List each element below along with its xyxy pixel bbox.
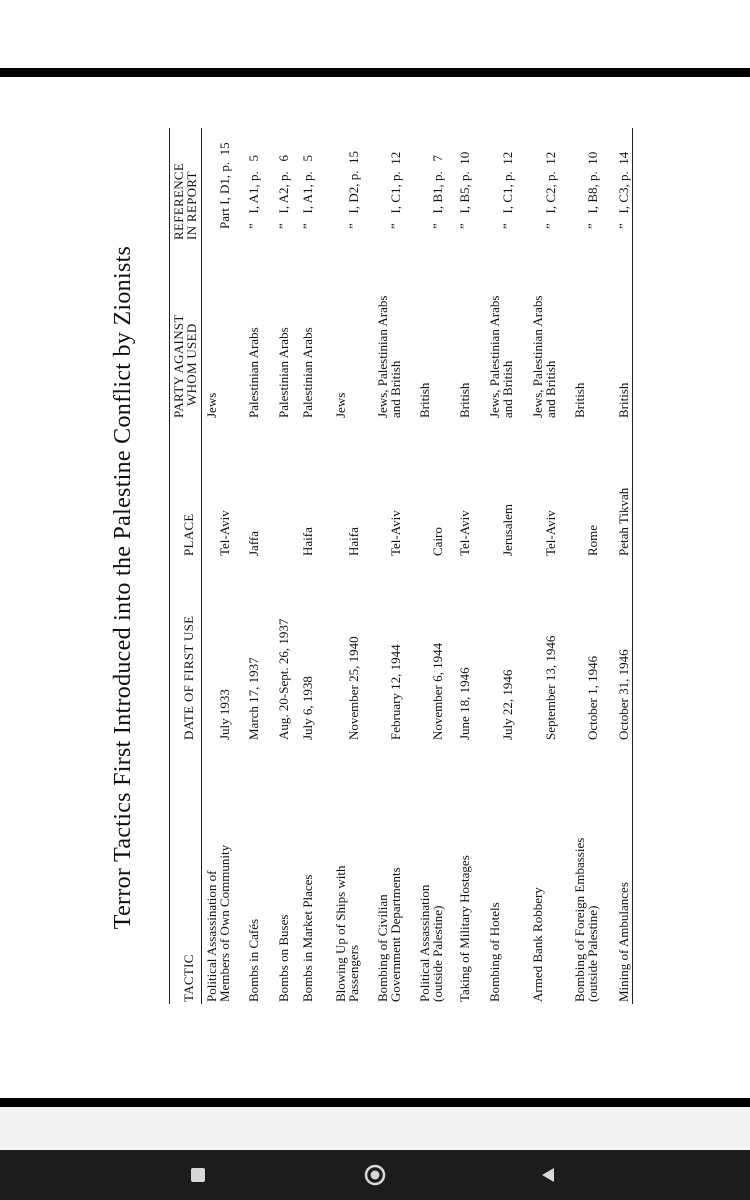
party-line: Jews, Palestinian Arabs — [375, 295, 390, 418]
place-cell: Tel-Aviv — [217, 510, 232, 556]
tactic-line: Passengers — [346, 944, 361, 1002]
reference-cell: Part I, D1, p. 15 — [217, 142, 232, 229]
party-line: and British — [500, 360, 515, 418]
header-tactic: TACTIC — [181, 954, 196, 1002]
party-cell — [376, 296, 403, 418]
bottom-black-bar — [0, 1098, 750, 1107]
reference-cell: ” I, B5, p. 10 — [457, 151, 472, 229]
tactic-line: Political Assassination of — [204, 870, 219, 1002]
document-page — [0, 77, 750, 1098]
reference-cell: ” I, C3, p. 14 — [616, 151, 631, 229]
back-button[interactable] — [503, 1150, 593, 1200]
party-line: Jews, Palestinian Arabs — [530, 295, 545, 418]
app-bottom-strip — [0, 1107, 750, 1150]
party-cell — [277, 327, 291, 418]
date-cell: March 17, 1937 — [246, 657, 261, 740]
reference-cell: ” I, A1, p. 5 — [300, 154, 315, 229]
party-cell — [617, 383, 631, 418]
party-cell — [247, 327, 261, 418]
tactic-line: Government Departments — [388, 867, 403, 1002]
party-cell — [301, 327, 315, 418]
date-cell: June 18, 1946 — [457, 667, 472, 740]
date-cell: October 31, 1946 — [616, 649, 631, 740]
header-party-line: PARTY AGAINST — [171, 314, 186, 418]
tactic-cell — [205, 845, 232, 1002]
party-line: British — [572, 382, 587, 418]
tactic-cell — [418, 885, 445, 1002]
party-cell — [334, 393, 348, 418]
tactic-line: (outside Palestine) — [585, 905, 600, 1002]
party-line: Jews — [333, 392, 348, 418]
tactic-line: Bombing of Civilian — [375, 894, 390, 1002]
party-line: and British — [543, 360, 558, 418]
circle-icon — [363, 1163, 387, 1187]
reference-cell: ” I, A1, p. 5 — [246, 154, 261, 229]
tactic-cell — [301, 875, 315, 1002]
tactic-line: Armed Bank Robbery — [530, 887, 545, 1002]
party-line: British — [417, 382, 432, 418]
party-line: Palestinian Arabs — [300, 327, 315, 418]
tactic-line: Bombing of Foreign Embassies — [572, 837, 587, 1002]
party-cell — [418, 383, 432, 418]
party-line: Jews — [204, 392, 219, 418]
tactic-line: Blowing Up of Ships with — [333, 865, 348, 1002]
reference-cell: ” I, B8, p. 10 — [585, 151, 600, 229]
tactic-line: (outside Palestine) — [430, 905, 445, 1002]
date-cell: July 1933 — [217, 689, 232, 740]
party-cell — [488, 296, 515, 418]
tactic-cell — [334, 865, 361, 1002]
reference-cell: ” I, D2, p. 15 — [346, 151, 361, 229]
reference-cell: ” I, B1, p. 7 — [430, 154, 445, 229]
date-cell: November 6, 1944 — [430, 642, 445, 740]
square-icon — [188, 1165, 208, 1185]
place-cell: Petah Tikvah — [616, 487, 631, 556]
date-cell: November 25, 1940 — [346, 636, 361, 740]
party-line: and British — [388, 360, 403, 418]
header-place: PLACE — [181, 513, 196, 556]
party-line: Jews, Palestinian Arabs — [487, 295, 502, 418]
place-cell: Tel-Aviv — [543, 510, 558, 556]
place-cell: Haifa — [300, 527, 315, 556]
place-cell: Jaffa — [246, 530, 261, 556]
tactic-line: Mining of Ambulances — [616, 882, 631, 1002]
table-header-rule — [201, 128, 202, 1004]
triangle-left-icon — [538, 1165, 558, 1185]
reference-cell: ” I, C2, p. 12 — [543, 151, 558, 229]
tactic-cell — [376, 867, 403, 1002]
header-reference-line: REFERENCE — [171, 162, 186, 240]
tactic-cell — [573, 838, 600, 1002]
date-cell: February 12, 1944 — [388, 644, 403, 740]
header-party-line: WHOM USED — [184, 323, 199, 406]
tactic-line: Bombs in Market Places — [300, 874, 315, 1002]
tactic-line: Political Assassination — [417, 884, 432, 1002]
tactic-cell — [531, 887, 545, 1002]
party-line: Palestinian Arabs — [276, 327, 291, 418]
tactic-cell — [617, 882, 631, 1002]
party-cell — [458, 383, 472, 418]
tactic-cell — [488, 902, 502, 1002]
header-reference — [172, 163, 198, 240]
place-cell: Jerusalem — [500, 504, 515, 556]
tactic-cell — [247, 919, 261, 1002]
top-black-bar — [0, 68, 750, 77]
place-cell: Tel-Aviv — [388, 510, 403, 556]
tactic-line: Members of Own Community — [217, 844, 232, 1002]
reference-cell: ” I, C1, p. 12 — [388, 151, 403, 229]
party-line: British — [616, 382, 631, 418]
header-date: DATE OF FIRST USE — [181, 615, 196, 740]
recents-button[interactable] — [153, 1150, 243, 1200]
date-cell: July 6, 1938 — [300, 676, 315, 740]
system-navigation-bar — [0, 1150, 750, 1200]
party-line: British — [457, 382, 472, 418]
rotated-table-page — [0, 77, 750, 1098]
date-cell: Aug. 20-Sept. 26, 1937 — [276, 618, 291, 740]
reference-cell: ” I, C1, p. 12 — [500, 151, 515, 229]
date-cell: October 1, 1946 — [585, 655, 600, 740]
header-reference-line: IN REPORT — [184, 171, 199, 240]
header-party — [172, 314, 198, 418]
document-title: Terror Tactics First Introduced into the Palestine Conflict by Zionists — [110, 245, 136, 930]
home-button[interactable] — [330, 1150, 420, 1200]
table-bottom-rule — [632, 128, 633, 1004]
tactic-cell — [277, 915, 291, 1002]
place-cell: Tel-Aviv — [457, 510, 472, 556]
date-cell: September 13, 1946 — [543, 635, 558, 740]
tactic-line: Bombs on Buses — [276, 914, 291, 1002]
party-line: Palestinian Arabs — [246, 327, 261, 418]
place-cell: Rome — [585, 524, 600, 556]
tactic-line: Bombing of Hotels — [487, 902, 502, 1002]
reference-cell: ” I, A2, p. 6 — [276, 154, 291, 229]
party-cell — [573, 383, 587, 418]
tactic-line: Bombs in Cafés — [246, 918, 261, 1002]
party-cell — [531, 296, 558, 418]
tactic-line: Taking of Military Hostages — [457, 855, 472, 1002]
date-cell: July 22, 1946 — [500, 669, 515, 740]
table-top-rule — [169, 128, 170, 1004]
place-cell: Cairo — [430, 527, 445, 556]
place-cell: Haifa — [346, 527, 361, 556]
party-cell — [205, 393, 219, 418]
tactic-cell — [458, 855, 472, 1002]
